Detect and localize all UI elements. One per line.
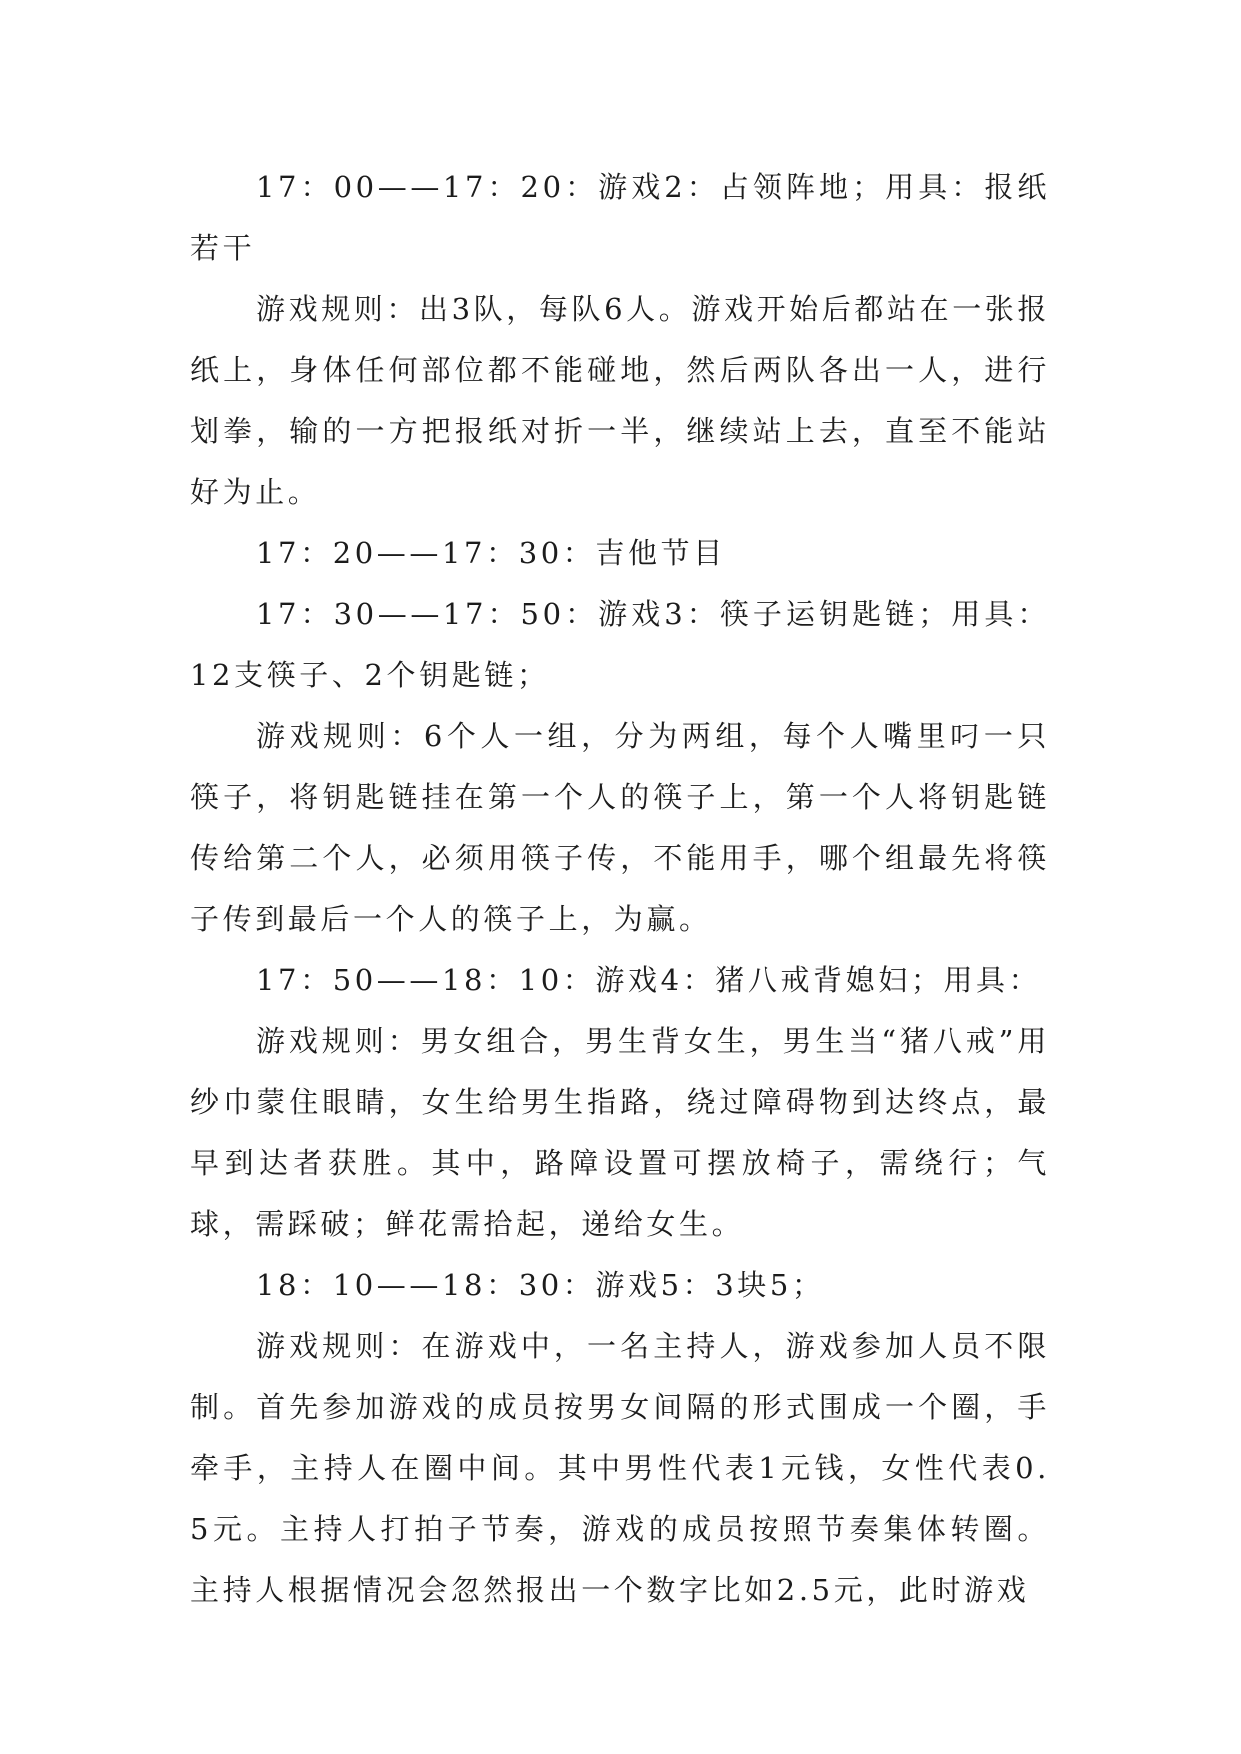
game-3-rules: 游戏规则：6个人一组，分为两组，每个人嘴里叼一只筷子，将钥匙链挂在第一个人的筷子上，第一个人将钥匙链传给第二个人，必须用筷子传，不能用手，哪个组最先将筷子传到最后一个人的筷子上，为赢。 bbox=[190, 719, 1050, 936]
schedule-item-game-4: 17：50——18：10：游戏4：猪八戒背媳妇；用具： bbox=[256, 963, 1042, 997]
document-body bbox=[190, 157, 1050, 1621]
game-4-rules: 游戏规则：男女组合，男生背女生，男生当“猪八戒”用纱巾蒙住眼睛，女生给男生指路，绕过障碍物到达终点，最早到达者获胜。其中，路障设置可摆放椅子，需绕行；气球，需踩破；鲜花需拾起，递给女生。 bbox=[190, 1024, 1050, 1241]
game-5-rules: 游戏规则：在游戏中，一名主持人，游戏参加人员不限制。首先参加游戏的成员按男女间隔的形式围成一个圈，手牵手，主持人在圈中间。其中男性代表1元钱，女性代表0.5元。主持人打拍子节奏，游戏的成员按照节奏集体转圈。主持人根据情况会忽然报出一个数字比如2.5元，此时游戏 bbox=[190, 1329, 1050, 1607]
schedule-item-guitar: 17：20——17：30：吉他节目 bbox=[256, 536, 726, 570]
schedule-item-game-5: 18：10——18：30：游戏5：3块5； bbox=[256, 1268, 825, 1302]
schedule-item-game-2: 17：00——17：20：游戏2：占领阵地；用具：报纸若干 bbox=[190, 170, 1050, 265]
schedule-item-game-3: 17：30——17：50：游戏3：筷子运钥匙链；用具：12支筷子、2个钥匙链； bbox=[190, 597, 1050, 692]
game-2-rules: 游戏规则：出3队，每队6人。游戏开始后都站在一张报纸上，身体任何部位都不能碰地，然后两队各出一人，进行划拳，输的一方把报纸对折一半，继续站上去，直至不能站好为止。 bbox=[190, 292, 1050, 509]
